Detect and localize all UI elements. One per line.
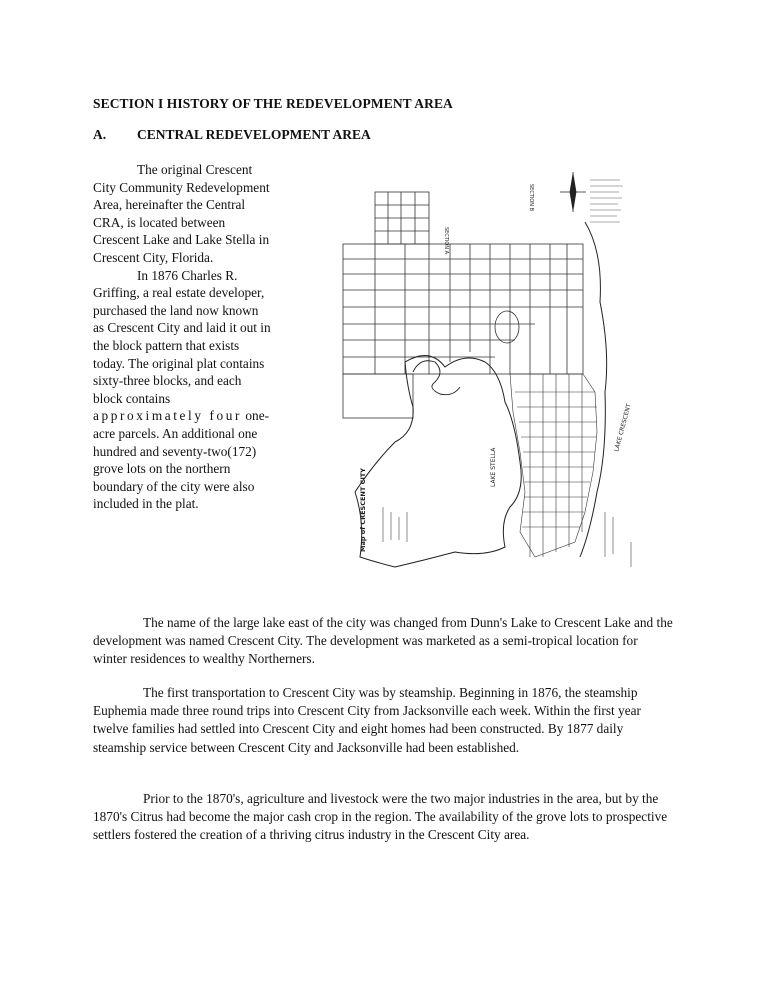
body-paragraph-1: The name of the large lake east of the city was changed from Dunn's Lake to Crescent Lake and the development was named Crescent City. The development was marketed as a semi-tropical location for winter residences to wealthy Northerners. [93, 615, 673, 667]
plat-map-image [335, 162, 643, 586]
intro-paragraph-2-spaced: approximately four [93, 408, 243, 424]
section-title: SECTION I HISTORY OF THE REDEVELOPMENT AREA [93, 96, 453, 111]
map-label-section-a: SECTION A [443, 227, 449, 255]
intro-paragraph-2 [93, 267, 271, 513]
body-paragraph-2: The first transportation to Crescent City was by steamship. Beginning in 1876, the steamship Euphemia made three round trips into Crescent City from Jacksonville each week. Within the first year twelve families had settled into Crescent City and eight homes had been constructed. By 1877 daily steamship service between Crescent City and Jacksonville had been established. [93, 685, 641, 755]
intro-column [93, 161, 271, 513]
body-paragraph-3: Prior to the 1870's, agriculture and livestock were the two major industries in the area, but by the 1870's Citrus had become the major cash crop in the region. The availability of the grove lots to prospective settlers fostered the creation of a thriving citrus industry in the Crescent City area. [93, 791, 668, 843]
map-label-lake-crescent: LAKE CRESCENT [613, 403, 633, 453]
subsection-letter: A. [93, 127, 107, 142]
intro-paragraph-2-part-2: one-acre parcels. An additional one hundred and seventy-two(172) grove lots on the northern boundary of the city were also included in the plat. [93, 408, 270, 512]
map-label-section-b: SECTION B [528, 184, 534, 212]
map-label-lake-stella: LAKE STELLA [490, 447, 497, 487]
plat-map-drawing [335, 162, 643, 586]
map-label-title: Map of CRESCENT CITY [359, 468, 367, 552]
subsection-title: CENTRAL REDEVELOPMENT AREA [137, 127, 371, 142]
subsection-heading [93, 127, 693, 143]
intro-paragraph-1: The original Crescent City Community Redevelopment Area, hereinafter the Central CRA, is located between Crescent Lake and Lake Stella in Crescent City, Florida. [93, 162, 270, 265]
intro-paragraph-2-part-1: In 1876 Charles R. Griffing, a real estate developer, purchased the land now known as Crescent City and laid it out in the block pattern that exists today. The original plat contains sixty-three blocks, and each block contains [93, 267, 271, 406]
